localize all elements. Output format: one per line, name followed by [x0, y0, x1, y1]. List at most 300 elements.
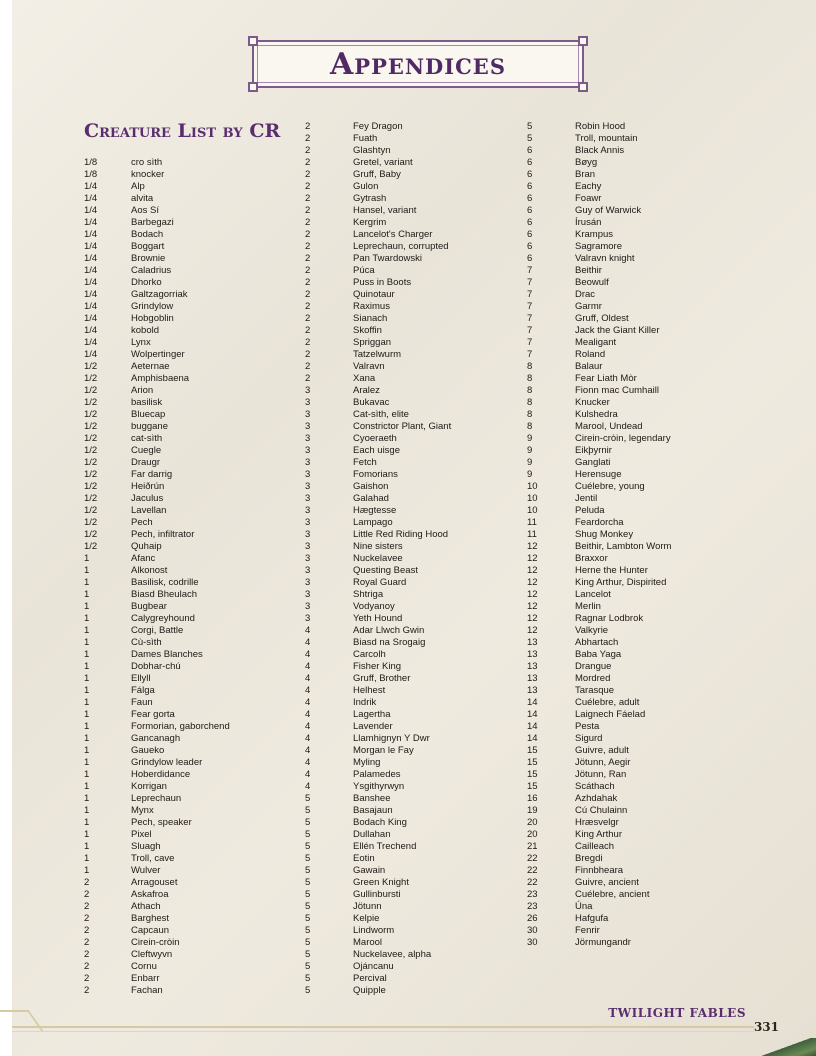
- challenge-rating: 2: [305, 193, 311, 204]
- challenge-rating: 1: [84, 673, 90, 684]
- list-item: [527, 877, 671, 889]
- creature-name: Lampago: [353, 517, 393, 528]
- creature-name: Jötunn, Aegir: [575, 757, 631, 768]
- challenge-rating: 30: [527, 937, 538, 948]
- creature-name: Jack the Giant Killer: [575, 325, 660, 336]
- challenge-rating: 5: [305, 805, 311, 816]
- creature-name: Lancelot's Charger: [353, 229, 433, 240]
- list-item: [84, 361, 230, 373]
- creature-name: Arragouset: [131, 877, 178, 888]
- creature-name: Valkyrie: [575, 625, 609, 636]
- list-item: [527, 181, 671, 193]
- challenge-rating: 1/2: [84, 409, 98, 420]
- challenge-rating: 11: [527, 517, 537, 528]
- challenge-rating: 4: [305, 721, 311, 732]
- list-item: [84, 877, 230, 889]
- challenge-rating: 23: [527, 889, 538, 900]
- creature-name: Jörmungandr: [575, 937, 631, 948]
- creature-name: Dames Blanches: [131, 649, 203, 660]
- challenge-rating: 5: [305, 925, 311, 936]
- list-item: [305, 973, 451, 985]
- list-item: [305, 685, 451, 697]
- challenge-rating: 1/2: [84, 433, 98, 444]
- creature-name: Finnbheara: [575, 865, 624, 876]
- challenge-rating: 1: [84, 841, 90, 852]
- challenge-rating: 3: [305, 517, 311, 528]
- challenge-rating: 12: [527, 613, 538, 624]
- list-item: [305, 601, 451, 613]
- list-item: [84, 541, 230, 553]
- list-item: [84, 385, 230, 397]
- list-item: [527, 469, 671, 481]
- creature-name: Beithir: [575, 265, 602, 276]
- creature-name: Black Annis: [575, 145, 625, 156]
- creature-name: Gancanagh: [131, 733, 181, 744]
- list-item: [527, 565, 671, 577]
- challenge-rating: 1: [84, 601, 90, 612]
- challenge-rating: 2: [84, 901, 90, 912]
- ornament-corner: [248, 36, 258, 46]
- creature-name: Cat-sìth, elite: [353, 409, 409, 420]
- challenge-rating: 2: [305, 361, 311, 372]
- list-item: [527, 817, 671, 829]
- creature-name: Valravn knight: [575, 253, 635, 264]
- challenge-rating: 5: [305, 985, 311, 996]
- list-item: [305, 157, 451, 169]
- challenge-rating: 3: [305, 409, 311, 420]
- creature-name: Beowulf: [575, 277, 609, 288]
- challenge-rating: 1: [84, 793, 90, 804]
- challenge-rating: 3: [305, 481, 311, 492]
- challenge-rating: 5: [305, 961, 311, 972]
- creature-name: Laignech Fáelad: [575, 709, 646, 720]
- corner-ornament: [756, 1038, 816, 1056]
- creature-name: Shtriga: [353, 589, 384, 600]
- challenge-rating: 3: [305, 577, 311, 588]
- challenge-rating: 4: [305, 673, 311, 684]
- creature-name: Each uisge: [353, 445, 401, 456]
- creature-name: Feardorcha: [575, 517, 624, 528]
- creature-name: Basilisk, codrille: [131, 577, 199, 588]
- list-item: [84, 325, 230, 337]
- list-item: [305, 505, 451, 517]
- creature-name: Robin Hood: [575, 121, 626, 132]
- creature-name: Peluda: [575, 505, 605, 516]
- list-item: [527, 649, 671, 661]
- creature-name: King Arthur: [575, 829, 622, 840]
- creature-name: Dullahan: [353, 829, 391, 840]
- challenge-rating: 5: [305, 817, 311, 828]
- creature-name: Sigurd: [575, 733, 603, 744]
- challenge-rating: 1/4: [84, 277, 98, 288]
- creature-name: Azhdahak: [575, 793, 618, 804]
- challenge-rating: 6: [527, 217, 533, 228]
- challenge-rating: 8: [527, 397, 533, 408]
- challenge-rating: 1/2: [84, 421, 98, 432]
- list-item: [527, 265, 671, 277]
- list-item: [84, 181, 230, 193]
- challenge-rating: 14: [527, 721, 538, 732]
- challenge-rating: 4: [305, 661, 311, 672]
- challenge-rating: 1: [84, 553, 90, 564]
- list-item: [84, 481, 230, 493]
- list-item: [527, 757, 671, 769]
- creature-name: Vodyanoy: [353, 601, 395, 612]
- list-item: [84, 373, 230, 385]
- list-item: [527, 457, 671, 469]
- creature-name: Xana: [353, 373, 376, 384]
- challenge-rating: 6: [527, 157, 533, 168]
- challenge-rating: 1: [84, 817, 90, 828]
- challenge-rating: 3: [305, 553, 311, 564]
- challenge-rating: 3: [305, 445, 311, 456]
- creature-name: cro sìth: [131, 157, 163, 168]
- list-item: [305, 697, 451, 709]
- list-item: [305, 733, 451, 745]
- creature-name: Korrigan: [131, 781, 167, 792]
- challenge-rating: 21: [527, 841, 538, 852]
- list-item: [305, 181, 451, 193]
- challenge-rating: 1/2: [84, 481, 98, 492]
- list-item: [305, 757, 451, 769]
- creature-name: Bøyg: [575, 157, 598, 168]
- list-item: [305, 985, 451, 997]
- challenge-rating: 1/4: [84, 217, 98, 228]
- list-item: [84, 397, 230, 409]
- list-item: [84, 433, 230, 445]
- list-item: [84, 661, 230, 673]
- list-item: [527, 349, 671, 361]
- challenge-rating: 1: [84, 721, 90, 732]
- list-item: [84, 553, 230, 565]
- challenge-rating: 3: [305, 385, 311, 396]
- challenge-rating: 2: [305, 217, 311, 228]
- list-item: [305, 553, 451, 565]
- challenge-rating: 2: [305, 289, 311, 300]
- list-item: [305, 385, 451, 397]
- creature-name: Pan Twardowski: [353, 253, 422, 264]
- creature-name: Balaur: [575, 361, 603, 372]
- challenge-rating: 12: [527, 589, 538, 600]
- challenge-rating: 1: [84, 565, 90, 576]
- list-item: [84, 565, 230, 577]
- list-item: [305, 637, 451, 649]
- challenge-rating: 4: [305, 733, 311, 744]
- challenge-rating: 4: [305, 637, 311, 648]
- list-item: [84, 613, 230, 625]
- creature-name: Puss in Boots: [353, 277, 412, 288]
- creature-list-column-2: [305, 121, 451, 997]
- challenge-rating: 12: [527, 565, 538, 576]
- list-item: [527, 385, 671, 397]
- challenge-rating: 1/4: [84, 313, 98, 324]
- list-item: [84, 589, 230, 601]
- challenge-rating: 2: [84, 877, 90, 888]
- list-item: [527, 373, 671, 385]
- challenge-rating: 2: [84, 937, 90, 948]
- creature-name: Brownie: [131, 253, 166, 264]
- list-item: [305, 121, 451, 133]
- creature-name: Guivre, adult: [575, 745, 629, 756]
- creature-name: Fuath: [353, 133, 378, 144]
- creature-name: Ojáncanu: [353, 961, 394, 972]
- list-item: [84, 457, 230, 469]
- challenge-rating: 30: [527, 925, 538, 936]
- list-item: [84, 745, 230, 757]
- challenge-rating: 6: [527, 253, 533, 264]
- challenge-rating: 5: [305, 877, 311, 888]
- list-item: [527, 289, 671, 301]
- creature-name: Skoffin: [353, 325, 382, 336]
- creature-name: Athach: [131, 901, 161, 912]
- challenge-rating: 1: [84, 637, 90, 648]
- creature-name: Lavellan: [131, 505, 167, 516]
- challenge-rating: 8: [527, 361, 533, 372]
- list-item: [305, 961, 451, 973]
- list-item: [84, 757, 230, 769]
- creature-name: Eachy: [575, 181, 602, 192]
- ornament-corner: [578, 36, 588, 46]
- list-item: [527, 433, 671, 445]
- creature-name: Biasd na Srogaig: [353, 637, 426, 648]
- list-item: [305, 373, 451, 385]
- challenge-rating: 14: [527, 709, 538, 720]
- list-item: [305, 613, 451, 625]
- challenge-rating: 13: [527, 685, 538, 696]
- list-item: [84, 517, 230, 529]
- creature-name: Gytrash: [353, 193, 387, 204]
- list-item: [305, 493, 451, 505]
- creature-name: Basajaun: [353, 805, 393, 816]
- creature-name: Mealigant: [575, 337, 617, 348]
- list-item: [527, 169, 671, 181]
- creature-name: Ysgithyrwyn: [353, 781, 405, 792]
- challenge-rating: 15: [527, 745, 538, 756]
- challenge-rating: 12: [527, 601, 538, 612]
- challenge-rating: 1/4: [84, 253, 98, 264]
- creature-name: Afanc: [131, 553, 156, 564]
- creature-name: Gruff, Baby: [353, 169, 401, 180]
- challenge-rating: 1: [84, 625, 90, 636]
- list-item: [84, 841, 230, 853]
- list-item: [305, 481, 451, 493]
- challenge-rating: 10: [527, 481, 538, 492]
- challenge-rating: 1: [84, 781, 90, 792]
- list-item: [527, 337, 671, 349]
- creature-name: Fear gorta: [131, 709, 175, 720]
- creature-name: Far darrig: [131, 469, 173, 480]
- challenge-rating: 7: [527, 301, 533, 312]
- list-item: [84, 937, 230, 949]
- list-item: [84, 625, 230, 637]
- creature-name: Adar Llwch Gwin: [353, 625, 425, 636]
- creature-name: knocker: [131, 169, 165, 180]
- list-item: [305, 721, 451, 733]
- challenge-rating: 3: [305, 397, 311, 408]
- creature-name: Biasd Bheulach: [131, 589, 198, 600]
- creature-name: Úna: [575, 901, 593, 912]
- list-item: [305, 397, 451, 409]
- footer-rule-thin: [12, 1031, 754, 1032]
- challenge-rating: 2: [305, 253, 311, 264]
- challenge-rating: 1/2: [84, 493, 98, 504]
- list-item: [527, 253, 671, 265]
- challenge-rating: 1: [84, 769, 90, 780]
- creature-name: Morgan le Fay: [353, 745, 414, 756]
- creature-name: Jentil: [575, 493, 598, 504]
- challenge-rating: 10: [527, 505, 538, 516]
- list-item: [527, 481, 671, 493]
- creature-name: Ganglati: [575, 457, 611, 468]
- list-item: [527, 205, 671, 217]
- list-item: [527, 493, 671, 505]
- creature-name: Merlin: [575, 601, 601, 612]
- list-item: [527, 853, 671, 865]
- challenge-rating: 6: [527, 241, 533, 252]
- section-title: Creature List by CR: [84, 120, 281, 142]
- list-item: [305, 529, 451, 541]
- page-margin: [0, 0, 12, 1056]
- list-item: [84, 709, 230, 721]
- challenge-rating: 9: [527, 457, 533, 468]
- challenge-rating: 2: [305, 277, 311, 288]
- creature-name: alvita: [131, 193, 154, 204]
- creature-name: Bukavac: [353, 397, 390, 408]
- creature-name: Fey Dragon: [353, 121, 403, 132]
- list-item: [527, 925, 671, 937]
- challenge-rating: 1: [84, 745, 90, 756]
- list-item: [305, 133, 451, 145]
- challenge-rating: 1: [84, 733, 90, 744]
- challenge-rating: 9: [527, 445, 533, 456]
- challenge-rating: 1: [84, 685, 90, 696]
- challenge-rating: 7: [527, 349, 533, 360]
- creature-name: Scáthach: [575, 781, 615, 792]
- creature-name: Boggart: [131, 241, 165, 252]
- creature-name: Little Red Riding Hood: [353, 529, 449, 540]
- list-item: [84, 601, 230, 613]
- creature-name: Troll, cave: [131, 853, 175, 864]
- challenge-rating: 1/2: [84, 541, 98, 552]
- list-item: [527, 277, 671, 289]
- challenge-rating: 2: [305, 349, 311, 360]
- list-item: [527, 781, 671, 793]
- creature-name: Percival: [353, 973, 387, 984]
- list-item: [305, 229, 451, 241]
- challenge-rating: 2: [305, 265, 311, 276]
- challenge-rating: 13: [527, 673, 538, 684]
- challenge-rating: 5: [527, 121, 533, 132]
- challenge-rating: 4: [305, 709, 311, 720]
- challenge-rating: 20: [527, 817, 538, 828]
- creature-name: Baba Yaga: [575, 649, 622, 660]
- page-number: 331: [753, 1020, 779, 1034]
- list-item: [527, 637, 671, 649]
- list-item: [305, 661, 451, 673]
- list-item: [305, 781, 451, 793]
- challenge-rating: 7: [527, 265, 533, 276]
- challenge-rating: 5: [305, 865, 311, 876]
- challenge-rating: 3: [305, 613, 311, 624]
- list-item: [527, 733, 671, 745]
- ornament-corner: [248, 82, 258, 92]
- challenge-rating: 2: [84, 985, 90, 996]
- creature-name: Herne the Hunter: [575, 565, 648, 576]
- list-item: [527, 589, 671, 601]
- challenge-rating: 6: [527, 181, 533, 192]
- list-item: [305, 805, 451, 817]
- list-item: [305, 253, 451, 265]
- list-item: [305, 577, 451, 589]
- creature-name: Nuckelavee, alpha: [353, 949, 432, 960]
- list-item: [84, 829, 230, 841]
- challenge-rating: 8: [527, 385, 533, 396]
- challenge-rating: 1/4: [84, 205, 98, 216]
- list-item: [84, 289, 230, 301]
- challenge-rating: 1: [84, 709, 90, 720]
- list-item: [305, 313, 451, 325]
- challenge-rating: 1/2: [84, 385, 98, 396]
- challenge-rating: 2: [84, 913, 90, 924]
- challenge-rating: 12: [527, 577, 538, 588]
- challenge-rating: 9: [527, 433, 533, 444]
- challenge-rating: 3: [305, 541, 311, 552]
- list-item: [84, 721, 230, 733]
- list-item: [527, 553, 671, 565]
- list-item: [84, 817, 230, 829]
- creature-name: Palamedes: [353, 769, 401, 780]
- creature-name: Glashtyn: [353, 145, 391, 156]
- challenge-rating: 26: [527, 913, 538, 924]
- creature-name: Gruff, Brother: [353, 673, 411, 684]
- creature-name: Cuélebre, adult: [575, 697, 640, 708]
- list-item: [84, 733, 230, 745]
- creature-name: Braxxor: [575, 553, 608, 564]
- creature-name: Hægtesse: [353, 505, 397, 516]
- challenge-rating: 1: [84, 757, 90, 768]
- challenge-rating: 4: [305, 685, 311, 696]
- creature-name: Quipple: [353, 985, 386, 996]
- creature-name: Mordred: [575, 673, 611, 684]
- list-item: [84, 793, 230, 805]
- list-item: [527, 121, 671, 133]
- challenge-rating: 2: [84, 925, 90, 936]
- creature-name: Formorian, gaborchend: [131, 721, 230, 732]
- list-item: [84, 301, 230, 313]
- creature-name: Nine sisters: [353, 541, 403, 552]
- list-item: [527, 793, 671, 805]
- creature-name: Fear Liath Mòr: [575, 373, 637, 384]
- list-item: [305, 433, 451, 445]
- challenge-rating: 1/2: [84, 397, 98, 408]
- list-item: [84, 961, 230, 973]
- creature-name: Jötunn, Ran: [575, 769, 627, 780]
- creature-name: Guy of Warwick: [575, 205, 642, 216]
- creature-name: basilisk: [131, 397, 163, 408]
- list-item: [84, 253, 230, 265]
- list-item: [305, 949, 451, 961]
- list-item: [527, 133, 671, 145]
- list-item: [305, 421, 451, 433]
- creature-name: Ellyll: [131, 673, 151, 684]
- creature-name: Ragnar Lodbrok: [575, 613, 644, 624]
- creature-name: Cirein-cròin: [131, 937, 180, 948]
- challenge-rating: 12: [527, 553, 538, 564]
- creature-name: Ellén Trechend: [353, 841, 417, 852]
- challenge-rating: 1: [84, 613, 90, 624]
- creature-name: Calygreyhound: [131, 613, 195, 624]
- list-item: [527, 325, 671, 337]
